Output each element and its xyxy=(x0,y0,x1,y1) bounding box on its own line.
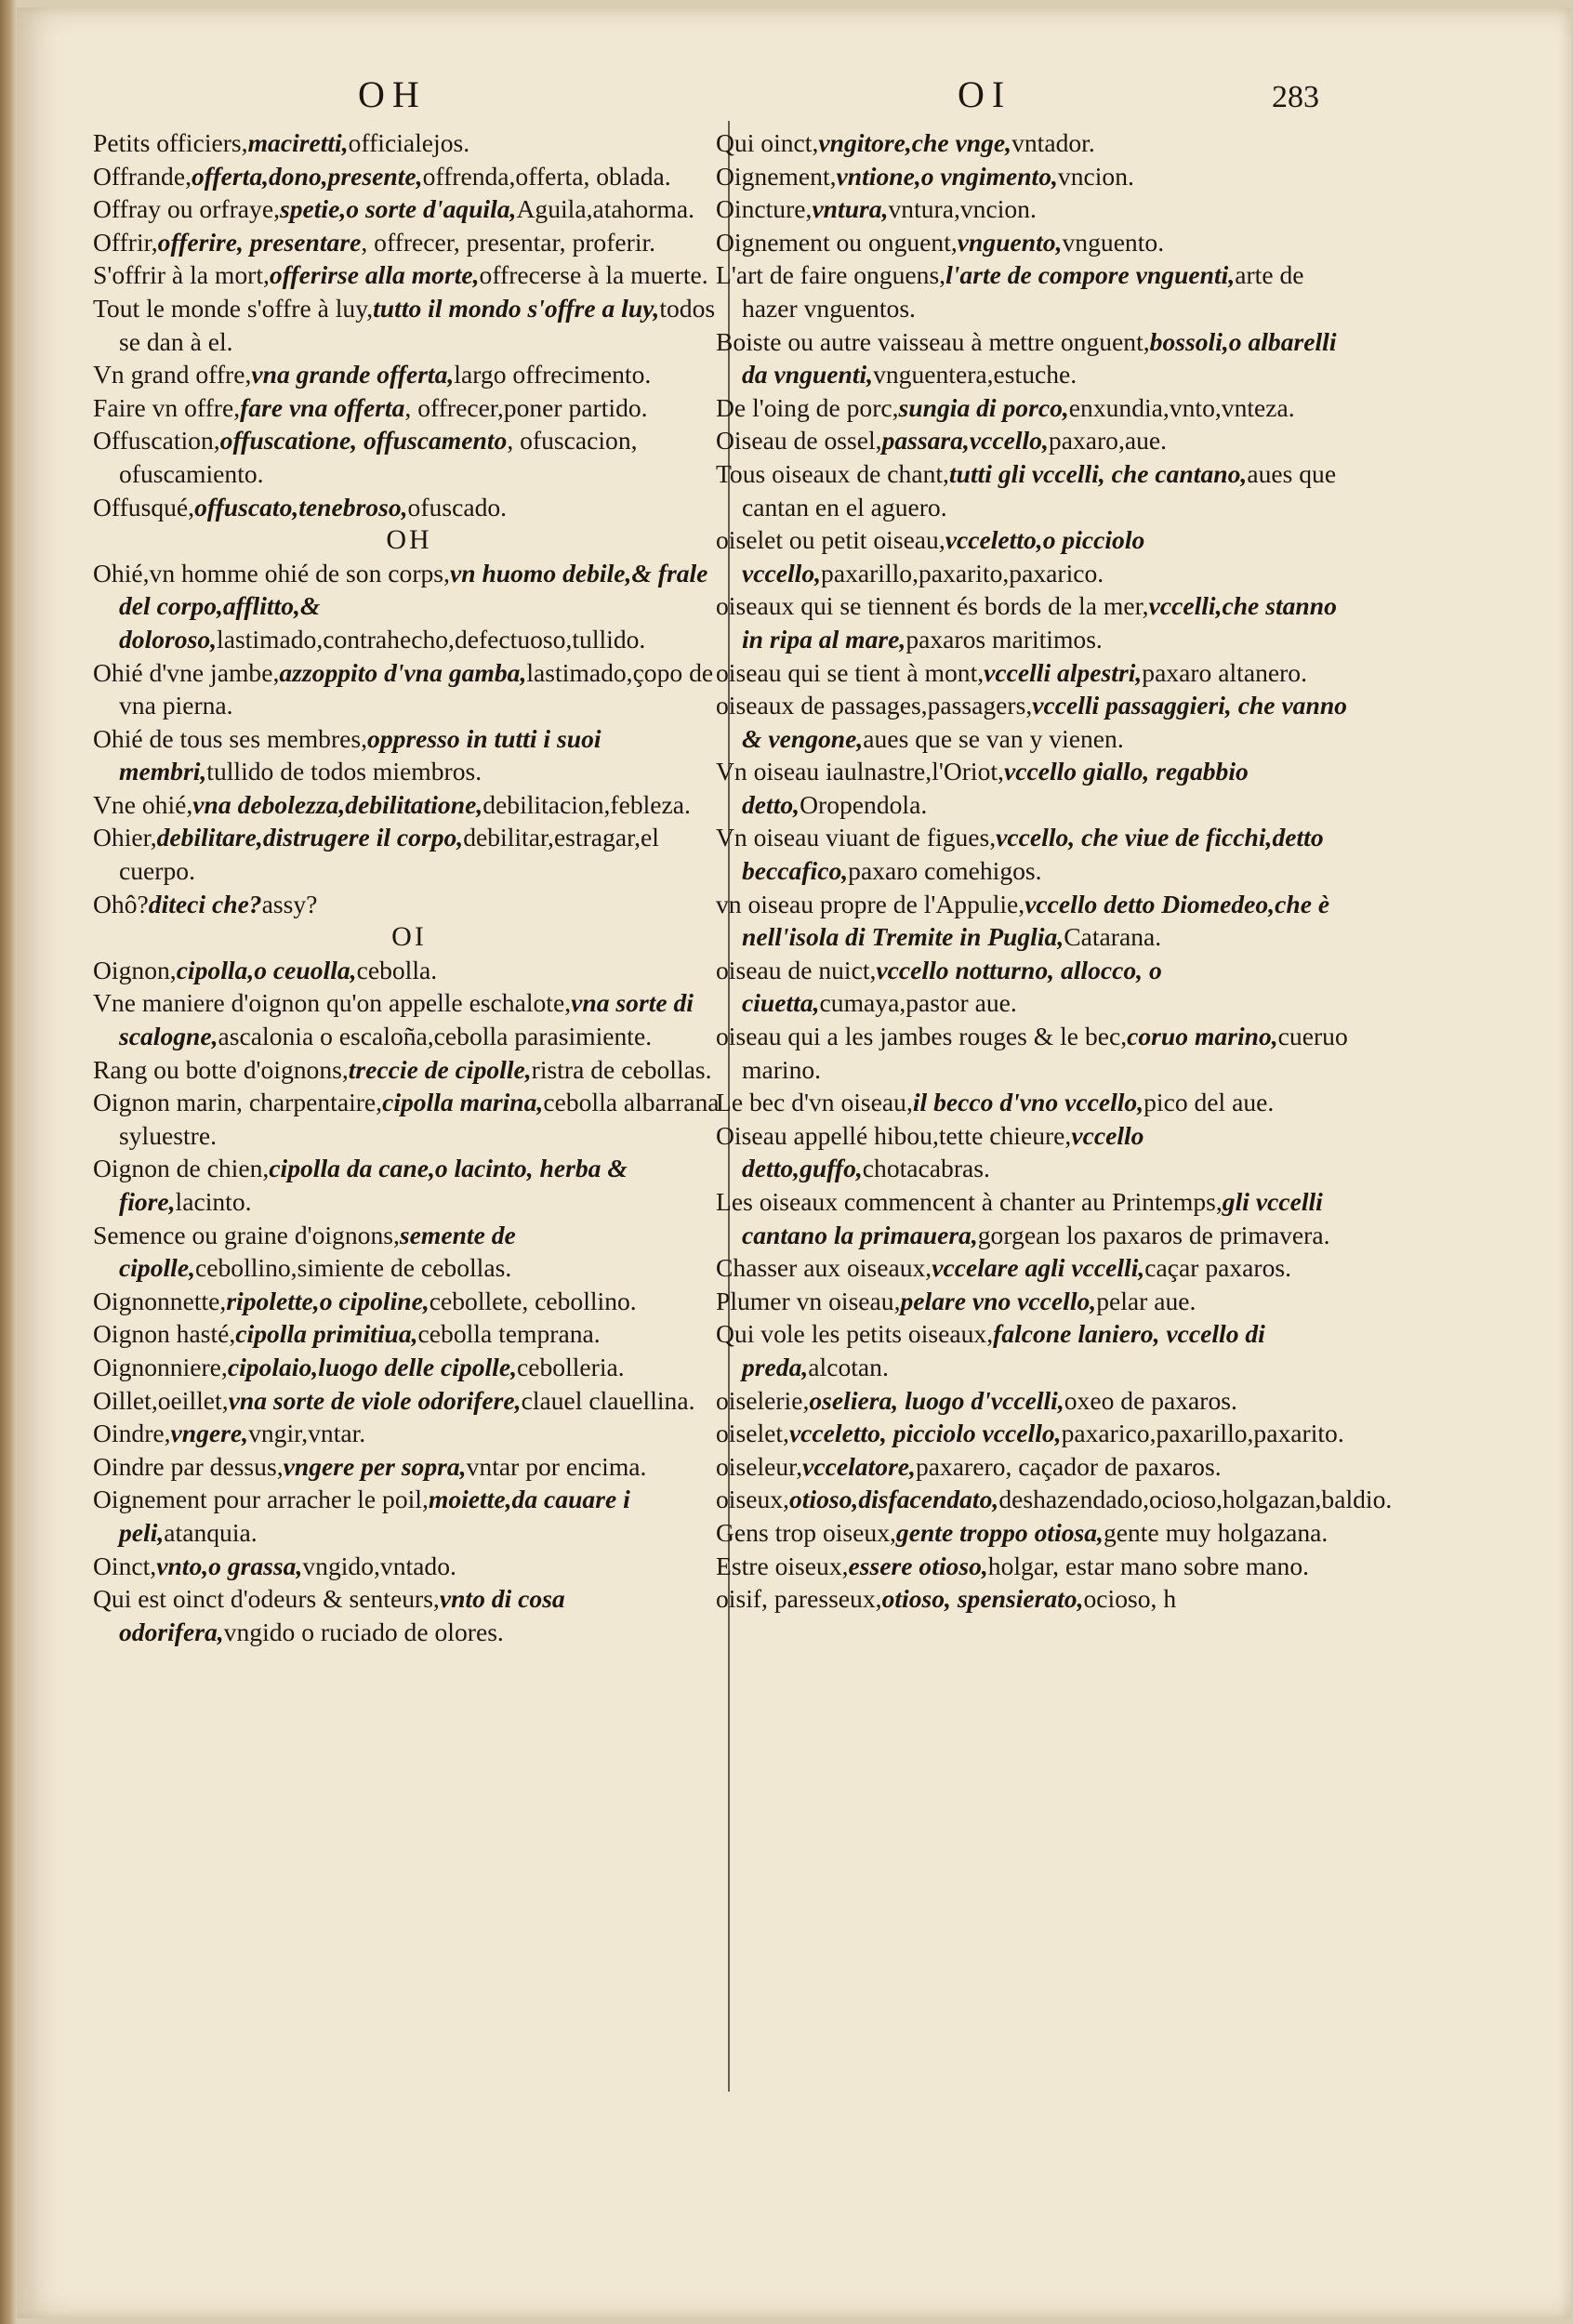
italian-translation: coruo marino, xyxy=(1127,1022,1278,1051)
italian-translation: sungia di porco, xyxy=(898,392,1069,422)
french-headword: oiseau qui a les jambes rouges & le bec, xyxy=(716,1022,1128,1051)
italian-translation: vna sorte di scalogne, xyxy=(119,988,694,1051)
spanish-translation: lastimado,çopo de vna pierna. xyxy=(119,657,714,720)
italian-translation: vna debolezza,debilitatione, xyxy=(192,789,483,819)
french-headword: Oillet,oeillet, xyxy=(93,1385,229,1415)
spanish-translation: cebolla temprana. xyxy=(417,1319,601,1349)
dictionary-entry xyxy=(93,788,725,822)
dictionary-entry xyxy=(93,192,725,226)
dictionary-entry xyxy=(93,292,725,358)
italian-translation: cipolaio,luogo delle cipolle, xyxy=(227,1352,517,1381)
french-headword: Tout le monde s'offre à luy, xyxy=(93,293,374,323)
italian-translation: vngere per sopra, xyxy=(283,1451,467,1481)
italian-translation: vngitore,che vnge, xyxy=(818,128,1012,157)
dictionary-entry xyxy=(93,557,725,656)
spanish-translation: cebolla. xyxy=(356,955,438,984)
spanish-translation: cebolleria. xyxy=(516,1352,625,1381)
italian-translation: offuscato,tenebroso, xyxy=(194,492,408,522)
french-headword: Oincture, xyxy=(716,194,813,224)
french-headword: Oindre, xyxy=(93,1419,171,1448)
french-headword: Vne maniere d'oignon qu'on appelle eschalote, xyxy=(93,988,572,1018)
french-headword: Vn oiseau iaulnastre,l'Oriot, xyxy=(716,757,1004,786)
section-letter-heading: OI xyxy=(391,921,427,953)
italian-translation: ripolette,o cipoline, xyxy=(226,1286,430,1315)
dictionary-entry xyxy=(93,954,725,987)
french-headword: Ohier, xyxy=(93,823,157,852)
french-headword: Oindre par dessus, xyxy=(93,1451,284,1481)
italian-translation: maciretti, xyxy=(247,128,349,157)
spanish-translation: oxeo de paxaros. xyxy=(1064,1385,1237,1415)
spanish-translation: vngido,vntado. xyxy=(302,1551,456,1580)
italian-translation: vnguento, xyxy=(957,227,1063,257)
italian-translation: gli vccelli cantano la primauera, xyxy=(742,1187,1323,1249)
spanish-translation: todos se dan à el. xyxy=(119,293,716,356)
french-headword: Offrande, xyxy=(93,161,192,191)
dictionary-entry xyxy=(716,424,1348,457)
italian-translation: treccie de cipolle, xyxy=(348,1054,532,1084)
french-headword: oiseau qui se tient à mont, xyxy=(716,657,985,687)
spanish-translation: paxarillo,paxarito,paxarico. xyxy=(821,558,1104,588)
spanish-translation: paxarero, caçador de paxaros. xyxy=(915,1451,1222,1481)
french-headword: Oignon hasté, xyxy=(93,1319,236,1349)
french-headword: Qui oinct, xyxy=(716,128,819,157)
italian-translation: vccello detto Diomedeo,che è nell'isola di Tremite in Puglia, xyxy=(742,889,1330,952)
french-headword: Oinct, xyxy=(93,1551,157,1580)
spanish-translation: Aguila,atahorma. xyxy=(516,194,695,224)
french-headword: Ohié de tous ses membres, xyxy=(93,723,368,753)
dictionary-entry xyxy=(716,1119,1348,1185)
dictionary-entry xyxy=(93,1417,725,1450)
italian-translation: offerirse alla morte, xyxy=(269,260,480,290)
spanish-translation: largo offrecimento. xyxy=(454,360,652,390)
french-headword: oiseaux de passages,passagers, xyxy=(716,691,1033,720)
french-headword: Ohô? xyxy=(93,889,149,918)
french-headword: oiselet, xyxy=(716,1419,789,1448)
dictionary-entry xyxy=(716,888,1348,954)
french-headword: Les oiseaux commencent à chanter au Printemps, xyxy=(716,1187,1223,1216)
italian-translation: bossoli,o albarelli da vnguenti, xyxy=(742,326,1337,390)
french-headword: oiseaux qui se tiennent és bords de la mer, xyxy=(716,591,1149,621)
spanish-translation: lastimado,contrahecho,defectuoso,tullido. xyxy=(217,624,646,654)
spanish-translation: ofuscado. xyxy=(407,492,508,522)
dictionary-entry xyxy=(716,1086,1348,1119)
spanish-translation: assy? xyxy=(261,889,318,918)
italian-translation: vntura, xyxy=(812,194,889,224)
spanish-translation: vncion. xyxy=(1057,161,1134,191)
dictionary-entry xyxy=(716,1285,1348,1318)
spanish-translation: debilitacion,febleza. xyxy=(482,789,691,819)
italian-translation: vccello notturno, allocco, o ciuetta, xyxy=(742,955,1162,1018)
french-headword: Rang ou botte d'oignons, xyxy=(93,1054,349,1084)
spanish-translation: holgar, estar mano sobre mano. xyxy=(987,1551,1310,1580)
running-head-right: OI xyxy=(958,73,1012,115)
french-headword: Qui est oinct d'odeurs & senteurs, xyxy=(93,1584,440,1614)
italian-translation: vccelatore, xyxy=(802,1451,916,1481)
italian-translation: tutto il mondo s'offre a luy, xyxy=(373,293,660,323)
italian-translation: l'arte de compore vnguenti, xyxy=(945,260,1236,290)
french-headword: S'offrir à la mort, xyxy=(93,260,270,290)
dictionary-entry xyxy=(716,1516,1348,1550)
italian-translation: vccelare agli vccelli, xyxy=(932,1253,1145,1283)
italian-translation: diteci che? xyxy=(148,889,262,918)
french-headword: Qui vole les petits oiseaux, xyxy=(716,1319,994,1349)
spanish-translation: tullido de todos miembros. xyxy=(206,757,482,786)
french-headword: Petits officiers, xyxy=(93,128,248,157)
italian-translation: pelare vno vccello, xyxy=(900,1286,1097,1315)
italian-translation: semente de cipolle, xyxy=(119,1220,516,1283)
dictionary-entry xyxy=(93,1285,725,1318)
dictionary-entry xyxy=(716,589,1348,655)
italian-translation: vccello, che viue de ficchi,detto beccafico, xyxy=(742,823,1324,886)
dictionary-entry xyxy=(716,1020,1348,1086)
dictionary-entry xyxy=(93,358,725,391)
spanish-translation: debilitar,estragar,el cuerpo. xyxy=(119,823,659,886)
dictionary-entry xyxy=(716,160,1348,193)
french-headword: Oiseau appellé hibou,tette chieure, xyxy=(716,1120,1072,1150)
french-headword: Offusqué, xyxy=(93,492,195,522)
french-headword: oiseau de nuict, xyxy=(716,955,877,984)
running-head-left: OH xyxy=(358,73,427,115)
spanish-translation: chotacabras. xyxy=(862,1154,990,1183)
dictionary-entry xyxy=(93,821,725,887)
dictionary-entry xyxy=(716,126,1348,160)
dictionary-entry xyxy=(93,656,725,722)
dictionary-entry xyxy=(93,160,725,193)
spanish-translation: cueruo marino. xyxy=(742,1022,1348,1084)
french-headword: Faire vn offre, xyxy=(93,392,241,422)
dictionary-entry xyxy=(716,523,1348,589)
french-headword: L'art de faire onguens, xyxy=(716,260,946,290)
italian-translation: falcone laniero, vccello di preda, xyxy=(742,1319,1265,1381)
spanish-translation: cebolla albarrana syluestre. xyxy=(119,1088,720,1150)
spanish-translation: Catarana. xyxy=(1064,922,1162,952)
french-headword: Plumer vn oiseau, xyxy=(716,1286,901,1315)
italian-translation: offerire, presentare xyxy=(157,227,362,257)
italian-translation: spetie,o sorte d'aquila, xyxy=(279,194,517,224)
spanish-translation: caçar paxaros. xyxy=(1144,1253,1292,1283)
dictionary-entry xyxy=(93,1550,725,1583)
dictionary-entry xyxy=(93,491,725,524)
dictionary-entry xyxy=(716,689,1348,755)
dictionary-entry xyxy=(93,1582,725,1648)
italian-translation: otioso, spensierato, xyxy=(881,1584,1084,1614)
french-headword: Oignon marin, charpentaire, xyxy=(93,1088,383,1117)
spanish-translation: , ofuscacion, ofuscamiento. xyxy=(119,426,638,488)
spanish-translation: enxundia,vnto,vnteza. xyxy=(1068,392,1295,422)
spanish-translation: paxaro,aue. xyxy=(1048,426,1168,456)
dictionary-entry xyxy=(716,457,1348,523)
spanish-translation: vntar por encima. xyxy=(466,1451,647,1481)
italian-translation: vcceletto,o picciolo vccello, xyxy=(742,525,1145,588)
dictionary-entry xyxy=(93,226,725,259)
dictionary-entry xyxy=(716,656,1348,690)
spanish-translation: atanquia. xyxy=(164,1517,258,1547)
dictionary-entry xyxy=(716,755,1348,821)
dictionary-entry xyxy=(716,226,1348,259)
dictionary-entry xyxy=(716,1251,1348,1285)
section-letter-heading: OH xyxy=(386,524,432,556)
spanish-translation: cebollete, cebollino. xyxy=(429,1286,637,1315)
french-headword: oiselerie, xyxy=(716,1385,810,1415)
french-headword: oiselet ou petit oiseau, xyxy=(716,525,945,555)
spanish-translation: cebollino,simiente de cebollas. xyxy=(195,1253,512,1283)
dictionary-entry xyxy=(93,1351,725,1384)
french-headword: Offray ou orfraye, xyxy=(93,194,280,224)
spanish-translation: deshazendado,ocioso,holgazan,baldio. xyxy=(998,1485,1393,1514)
italian-translation: vccello detto,guffo, xyxy=(742,1120,1144,1183)
french-headword: oisif, paresseux, xyxy=(716,1584,882,1614)
spanish-translation: paxaro comehigos. xyxy=(848,856,1042,886)
french-headword: Semence ou graine d'oignons, xyxy=(93,1220,400,1249)
dictionary-entry xyxy=(716,325,1348,391)
french-headword: Oignement ou onguent, xyxy=(716,227,958,257)
italian-translation: moiette,da cauare i peli, xyxy=(119,1485,630,1547)
italian-translation: offuscatione, offuscamento xyxy=(219,426,508,456)
dictionary-entry xyxy=(716,1550,1348,1583)
dictionary-entry xyxy=(93,391,725,425)
italian-translation: vccello giallo, regabbio detto, xyxy=(742,757,1249,819)
french-headword: Chasser aux oiseaux, xyxy=(716,1253,932,1283)
spanish-translation: paxaro altanero. xyxy=(1142,657,1307,687)
italian-translation: essere otioso, xyxy=(848,1551,988,1580)
left-column xyxy=(93,126,725,1648)
french-headword: Boiste ou autre vaisseau à mettre onguent, xyxy=(716,326,1150,356)
dictionary-entry xyxy=(93,1219,725,1285)
italian-translation: fare vna offerta xyxy=(240,392,405,422)
spanish-translation: vntador. xyxy=(1011,128,1095,157)
dictionary-entry xyxy=(93,1317,725,1351)
italian-translation: vna sorte de viole odorifere, xyxy=(228,1385,522,1415)
french-headword: Vn grand offre, xyxy=(93,360,252,390)
dictionary-entry xyxy=(93,424,725,490)
spanish-translation: ocioso, h xyxy=(1083,1584,1177,1614)
spanish-translation: arte de hazer vnguentos. xyxy=(742,260,1304,323)
spanish-translation: , offrecer, presentar, proferir. xyxy=(361,227,656,257)
dictionary-entry xyxy=(93,888,725,921)
italian-translation: vccelli passaggieri, che vanno & vengone, xyxy=(742,691,1347,753)
french-headword: Oignement, xyxy=(716,161,837,191)
spanish-translation: paxarico,paxarillo,paxarito. xyxy=(1061,1419,1344,1448)
dictionary-entry xyxy=(93,1152,725,1218)
french-headword: Gens trop oiseux, xyxy=(716,1517,896,1547)
spanish-translation: officialejos. xyxy=(348,128,470,157)
italian-translation: vn huomo debile,& frale del corpo,afflitto,& doloroso, xyxy=(119,558,708,654)
italian-translation: vntione,o vngimento, xyxy=(836,161,1058,191)
italian-translation: vngere, xyxy=(170,1419,249,1448)
dictionary-entry xyxy=(716,192,1348,226)
spanish-translation: gorgean los paxaros de primavera. xyxy=(977,1220,1330,1249)
italian-translation: offerta,dono,presente, xyxy=(191,161,423,191)
french-headword: Tous oiseaux de chant, xyxy=(716,458,949,488)
italian-translation: gente troppo otiosa, xyxy=(895,1517,1104,1547)
italian-translation: cipolla,o ceuolla, xyxy=(176,955,357,984)
spanish-translation: offrecerse à la muerte. xyxy=(479,260,708,290)
page-gutter-shadow xyxy=(0,0,17,2324)
spanish-translation: ascalonia o escaloña,cebolla parasimiente. xyxy=(218,1022,653,1051)
dictionary-entry xyxy=(716,258,1348,324)
italian-translation: cipolla da cane,o lacinto, herba & fiore, xyxy=(119,1154,628,1216)
spanish-translation: vnguentera,estuche. xyxy=(873,360,1077,390)
french-headword: Vne ohié, xyxy=(93,789,193,819)
italian-translation: vna grande offerta, xyxy=(251,360,455,390)
spanish-translation: pico del aue. xyxy=(1143,1088,1275,1117)
french-headword: Le bec d'vn oiseau, xyxy=(716,1088,913,1117)
spanish-translation: aues que se van y vienen. xyxy=(863,723,1124,753)
french-headword: Offuscation, xyxy=(93,426,220,456)
spanish-translation: cumaya,pastor aue. xyxy=(819,988,1017,1018)
spanish-translation: aues que cantan en el aguero. xyxy=(742,458,1337,522)
dictionary-entry xyxy=(716,1185,1348,1251)
dictionary-entry xyxy=(716,1450,1348,1484)
spanish-translation: paxaros maritimos. xyxy=(905,624,1103,654)
dictionary-entry xyxy=(93,1450,725,1484)
dictionary-entry xyxy=(93,1483,725,1549)
french-headword: oiseux, xyxy=(716,1485,789,1514)
dictionary-entry xyxy=(716,1317,1348,1383)
dictionary-entry xyxy=(716,821,1348,887)
dictionary-entry xyxy=(716,391,1348,425)
spanish-translation: vngir,vntar. xyxy=(248,1419,366,1448)
page-number: 283 xyxy=(1272,80,1319,114)
italian-translation: tutti gli vccelli, che cantano, xyxy=(948,458,1248,488)
french-headword: Oiseau de ossel, xyxy=(716,426,882,456)
dictionary-entry xyxy=(93,126,725,160)
italian-translation: vnto,o grassa, xyxy=(156,1551,303,1580)
italian-translation: vccelli alpestri, xyxy=(984,657,1143,687)
dictionary-entry xyxy=(93,722,725,788)
italian-translation: passara,vccello, xyxy=(881,426,1049,456)
italian-translation: vcceletto, picciolo vccello, xyxy=(788,1419,1062,1448)
spanish-translation: alcotan. xyxy=(808,1352,889,1381)
right-column xyxy=(716,126,1393,1616)
italian-translation: otioso,disfacendato, xyxy=(788,1485,999,1514)
spanish-translation: vnguento. xyxy=(1062,227,1165,257)
dictionary-entry xyxy=(93,986,725,1052)
french-headword: oiseleur, xyxy=(716,1451,803,1481)
spanish-translation: offrenda,offerta, oblada. xyxy=(422,161,671,191)
dictionary-entry xyxy=(716,954,1348,1020)
spanish-translation: vntura,vncion. xyxy=(888,194,1037,224)
dictionary-entry xyxy=(716,1582,1348,1616)
french-headword: Oignonnette, xyxy=(93,1286,227,1315)
italian-translation: vnto di cosa odorifera, xyxy=(119,1584,565,1646)
spanish-translation: clauel clauellina. xyxy=(521,1385,695,1415)
italian-translation: oppresso in tutti i suoi membri, xyxy=(119,723,601,786)
french-headword: Estre oiseux, xyxy=(716,1551,849,1580)
french-headword: Oignonniere, xyxy=(93,1352,228,1381)
french-headword: Ohié d'vne jambe, xyxy=(93,657,280,687)
italian-translation: azzoppito d'vna gamba, xyxy=(279,657,527,687)
dictionary-entry xyxy=(93,1086,725,1152)
french-headword: Oignon de chien, xyxy=(93,1154,270,1183)
french-headword: Vn oiseau viuant de figues, xyxy=(716,823,997,852)
french-headword: Oignement pour arracher le poil, xyxy=(93,1485,429,1514)
spanish-translation: , offrecer,poner partido. xyxy=(404,392,648,422)
italian-translation: il becco d'vno vccello, xyxy=(912,1088,1144,1117)
french-headword: De l'oing de porc, xyxy=(716,392,899,422)
italian-translation: cipolla primitiua, xyxy=(235,1319,418,1349)
dictionary-entry xyxy=(716,1384,1348,1418)
dictionary-entry xyxy=(716,1483,1393,1516)
french-headword: vn oiseau propre de l'Appulie, xyxy=(716,889,1025,918)
spanish-translation: Oropendola. xyxy=(800,789,928,819)
spanish-translation: vngido o ruciado de olores. xyxy=(223,1617,504,1646)
french-headword: Offrir, xyxy=(93,227,158,257)
italian-translation: oseliera, luogo d'vccelli, xyxy=(809,1385,1064,1415)
dictionary-entry xyxy=(716,1417,1348,1450)
italian-translation: debilitare,distrugere il corpo, xyxy=(156,823,464,852)
dictionary-entry xyxy=(93,1053,725,1087)
spanish-translation: gente muy holgazana. xyxy=(1103,1517,1328,1547)
dictionary-entry xyxy=(93,258,725,292)
spanish-translation: lacinto. xyxy=(175,1187,252,1216)
french-headword: Ohié,vn homme ohié de son corps, xyxy=(93,558,450,588)
italian-translation: cipolla marina, xyxy=(382,1088,544,1117)
french-headword: Oignon, xyxy=(93,955,177,984)
italian-translation: vccelli,che stanno in ripa al mare, xyxy=(742,591,1337,654)
spanish-translation: ristra de cebollas. xyxy=(531,1054,712,1084)
spanish-translation: pelar aue. xyxy=(1096,1286,1196,1315)
dictionary-entry xyxy=(93,1384,725,1418)
